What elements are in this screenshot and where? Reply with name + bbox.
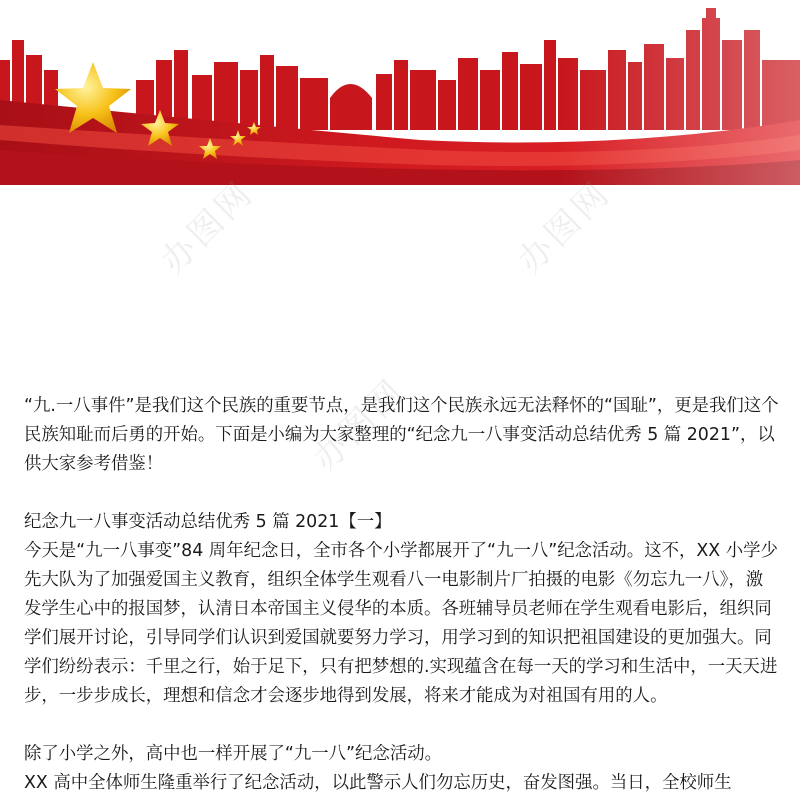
watermark: 办图网	[153, 172, 262, 282]
section-title: 纪念九一八事变活动总结优秀 5 篇 2021【一】	[24, 512, 392, 532]
watermark: 办图网	[305, 370, 414, 480]
intro-paragraph: “九.一八事件”是我们这个民族的重要节点，是我们这个民族永远无法释怀的“国耻”，更是我们这个民族知耻而后勇的开始。下面是小编为大家整理的“纪念九一八事变活动总结优秀 5 篇 2021”，以供大家参考借鉴！	[24, 396, 779, 474]
body-paragraph: XX 高中全体师生隆重举行了纪念活动，以此警示人们勿忘历史，奋发图强。当日，全校师生	[24, 773, 732, 793]
document-body	[24, 392, 779, 798]
city-skyline-banner-graphic	[0, 0, 800, 185]
body-paragraph: 除了小学之外，高中也一样开展了“九一八”纪念活动。	[24, 744, 443, 764]
watermark: 办图网	[510, 172, 619, 282]
body-paragraph: 今天是“九一八事变”84 周年纪念日，全市各个小学都展开了“九一八”纪念活动。这不，XX 小学少先大队为了加强爱国主义教育，组织全体学生观看八一电影制片厂拍摄的电影《勿忘九一八》，激发学生心中的报国梦，认清日本帝国主义侵华的本质。各班辅导员老师在学生观看电影后，组织同学们展开讨论，引导同学们认识到爱国就要努力学习，用学习到的知识把祖国建设的更加强大。同学们纷纷表示：千里之行，始于足下，只有把梦想的.实现蕴含在每一天的学习和生活中，一天天进步，一步步成长，理想和信念才会逐步地得到发展，将来才能成为对祖国有用的人。	[24, 541, 778, 706]
header-banner	[0, 0, 800, 185]
